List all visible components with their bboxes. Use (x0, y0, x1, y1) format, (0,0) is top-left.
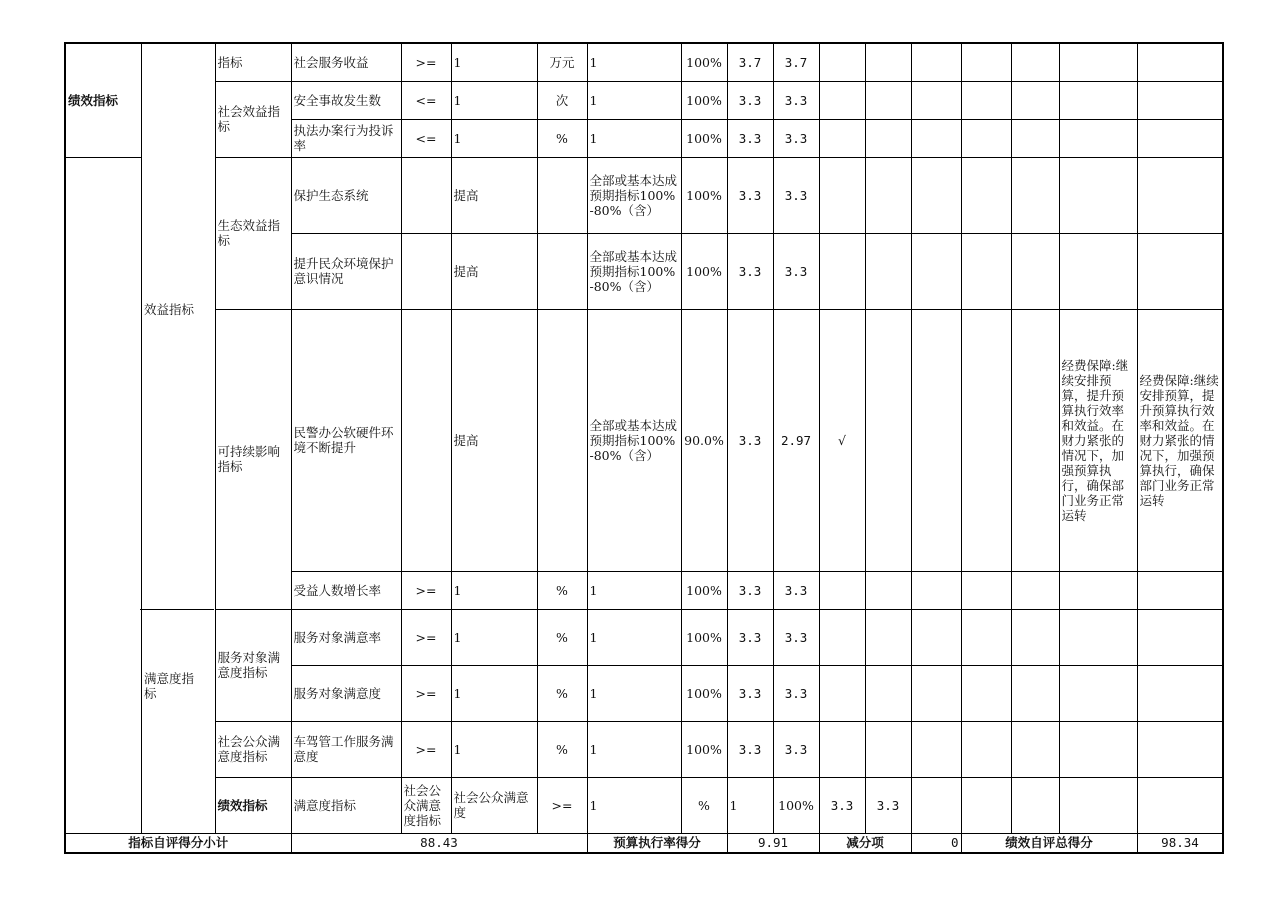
empty-cell (1137, 81, 1223, 119)
total-row (65, 833, 1223, 853)
target-value: 1 (451, 119, 537, 157)
deduction-value: 0 (911, 833, 961, 853)
empty-cell (911, 157, 961, 233)
score: 3.3 (773, 721, 819, 777)
empty-cell (1011, 777, 1059, 833)
weight: 3.3 (727, 157, 773, 233)
level2-label-placeholder (141, 43, 215, 833)
empty-cell (819, 233, 865, 309)
operator (401, 233, 451, 309)
budget-score-value: 9.91 (727, 833, 819, 853)
target-value: 1 (451, 81, 537, 119)
empty-cell (1011, 81, 1059, 119)
empty-cell (911, 119, 961, 157)
operator (401, 157, 451, 233)
target-value: 提高 (451, 309, 537, 571)
table-row (65, 309, 1223, 571)
empty-cell (1011, 309, 1059, 571)
operator: >= (401, 721, 451, 777)
performance-evaluation-table (64, 42, 1224, 854)
empty-cell (1137, 571, 1223, 609)
subtotal-label: 指标自评得分小计 (65, 833, 291, 853)
unit: % (537, 571, 587, 609)
completion-rate: 100% (681, 571, 727, 609)
table-row (65, 721, 1223, 777)
level3-label: 指标 (215, 43, 291, 81)
empty-cell (961, 571, 1011, 609)
level1-blank (65, 157, 141, 833)
empty-cell (819, 81, 865, 119)
empty-cell (1011, 665, 1059, 721)
empty-cell (819, 119, 865, 157)
empty-cell (865, 609, 911, 665)
actual-value: 全部或基本达成预期指标100%-80%（含） (587, 233, 681, 309)
empty-cell (865, 233, 911, 309)
empty-cell (819, 665, 865, 721)
subtotal-value: 88.43 (291, 833, 587, 853)
score: 2.97 (773, 309, 819, 571)
empty-cell (961, 81, 1011, 119)
level3-label: 社会公众满意度指标 (215, 721, 291, 777)
completion-rate: 100% (681, 665, 727, 721)
weight: 3.3 (727, 233, 773, 309)
empty-cell (1011, 119, 1059, 157)
table-row (65, 81, 1223, 119)
indicator-name: 车驾管工作服务满意度 (291, 721, 401, 777)
completion-rate: 100% (681, 81, 727, 119)
level3-label: 服务对象满意度指标 (215, 609, 291, 721)
indicator-name: 社会公众满意度 (451, 777, 537, 833)
indicator-name: 服务对象满意率 (291, 609, 401, 665)
empty-cell (865, 157, 911, 233)
empty-cell (819, 157, 865, 233)
unit: 万元 (537, 43, 587, 81)
actual-value: 1 (727, 777, 773, 833)
operator: <= (401, 119, 451, 157)
score: 3.3 (773, 81, 819, 119)
empty-cell (865, 81, 911, 119)
actual-value: 全部或基本达成预期指标100%-80%（含） (587, 157, 681, 233)
actual-value: 1 (587, 571, 681, 609)
empty-cell (1137, 233, 1223, 309)
level1-label: 绩效指标 (65, 43, 141, 157)
empty-cell (1137, 777, 1223, 833)
table-row (65, 777, 1223, 833)
empty-cell (961, 777, 1011, 833)
level3-label: 社会效益指标 (215, 81, 291, 157)
empty-cell (961, 233, 1011, 309)
empty-cell (1059, 119, 1137, 157)
empty-cell (911, 609, 961, 665)
completion-rate: 90.0% (681, 309, 727, 571)
empty-cell (961, 157, 1011, 233)
weight: 3.3 (727, 665, 773, 721)
deviation-check-mark: √ (819, 309, 865, 571)
operator: >= (401, 665, 451, 721)
level3-label: 可持续影响指标 (215, 309, 291, 609)
target-value: 1 (451, 609, 537, 665)
unit (537, 233, 587, 309)
target-value: 1 (451, 721, 537, 777)
level3-label: 生态效益指标 (215, 157, 291, 309)
indicator-name: 执法办案行为投诉率 (291, 119, 401, 157)
empty-cell (1059, 43, 1137, 81)
target-value: 1 (451, 665, 537, 721)
empty-cell (911, 233, 961, 309)
target-value: 1 (451, 43, 537, 81)
empty-cell (911, 777, 961, 833)
operator: >= (401, 571, 451, 609)
operator: >= (537, 777, 587, 833)
empty-cell (1059, 81, 1137, 119)
indicator-name: 社会服务收益 (291, 43, 401, 81)
empty-cell (961, 309, 1011, 571)
empty-cell (1011, 609, 1059, 665)
unit: % (681, 777, 727, 833)
weight: 3.3 (727, 721, 773, 777)
empty-cell (1059, 233, 1137, 309)
empty-cell (911, 571, 961, 609)
empty-cell (819, 609, 865, 665)
empty-cell (865, 119, 911, 157)
indicator-name: 民警办公软硬件环境不断提升 (291, 309, 401, 571)
indicator-name: 安全事故发生数 (291, 81, 401, 119)
target-value: 提高 (451, 157, 537, 233)
table-row (65, 157, 1223, 233)
score: 3.3 (773, 571, 819, 609)
deduction-label: 减分项 (819, 833, 911, 853)
empty-cell (911, 665, 961, 721)
total-score-label: 绩效自评总得分 (961, 833, 1137, 853)
performance-table-container (64, 42, 1224, 854)
table-row (65, 609, 1223, 665)
empty-cell (1011, 233, 1059, 309)
operator: >= (401, 609, 451, 665)
empty-cell (961, 119, 1011, 157)
level1-label: 绩效指标 (215, 777, 291, 833)
completion-rate: 100% (681, 721, 727, 777)
group-separator-line (140, 609, 214, 610)
actual-value: 1 (587, 81, 681, 119)
unit: % (537, 721, 587, 777)
empty-cell (911, 721, 961, 777)
actual-value: 1 (587, 609, 681, 665)
empty-cell (1059, 609, 1137, 665)
target-value: 提高 (451, 233, 537, 309)
operator: <= (401, 81, 451, 119)
empty-cell (819, 43, 865, 81)
empty-cell (819, 571, 865, 609)
target-value: 1 (587, 777, 681, 833)
empty-cell (1011, 43, 1059, 81)
completion-rate: 100% (681, 233, 727, 309)
budget-score-label: 预算执行率得分 (587, 833, 727, 853)
score: 3.3 (773, 119, 819, 157)
empty-cell (1137, 665, 1223, 721)
actual-value: 全部或基本达成预期指标100%-80%（含） (587, 309, 681, 571)
deviation-reason: 经费保障:继续安排预算，提升预算执行效率和效益。在财力紧张的情况下，加强预算执行，确保部门业务正常运转 (1059, 309, 1137, 571)
empty-cell (865, 665, 911, 721)
weight: 3.3 (819, 777, 865, 833)
unit: % (537, 665, 587, 721)
unit (537, 309, 587, 571)
empty-cell (1137, 609, 1223, 665)
weight: 3.3 (727, 309, 773, 571)
completion-rate: 100% (681, 43, 727, 81)
score: 3.7 (773, 43, 819, 81)
empty-cell (865, 43, 911, 81)
weight: 3.3 (727, 119, 773, 157)
level3-label: 社会公众满意度指标 (401, 777, 451, 833)
indicator-name: 服务对象满意度 (291, 665, 401, 721)
indicator-name: 受益人数增长率 (291, 571, 401, 609)
weight: 3.7 (727, 43, 773, 81)
indicator-name: 保护生态系统 (291, 157, 401, 233)
score: 3.3 (773, 233, 819, 309)
indicator-name: 提升民众环境保护意识情况 (291, 233, 401, 309)
empty-cell (1059, 665, 1137, 721)
empty-cell (1059, 777, 1137, 833)
completion-rate: 100% (681, 609, 727, 665)
empty-cell (961, 609, 1011, 665)
score: 3.3 (773, 665, 819, 721)
empty-cell (961, 721, 1011, 777)
unit: % (537, 609, 587, 665)
empty-cell (911, 43, 961, 81)
empty-cell (911, 309, 961, 571)
empty-cell (1011, 157, 1059, 233)
score: 3.3 (773, 609, 819, 665)
table-row (65, 43, 1223, 81)
unit: 次 (537, 81, 587, 119)
empty-cell (1011, 721, 1059, 777)
empty-cell (961, 665, 1011, 721)
empty-cell (1137, 721, 1223, 777)
empty-cell (1059, 157, 1137, 233)
empty-cell (1059, 721, 1137, 777)
operator (401, 309, 451, 571)
weight: 3.3 (727, 81, 773, 119)
satisfaction-indicator-label: 满意度指 标 (144, 671, 195, 701)
unit (537, 157, 587, 233)
improvement-measure: 经费保障:继续安排预算，提升预算执行效率和效益。在财力紧张的情况下，加强预算执行，确保部门业务正常运转 (1137, 309, 1223, 571)
empty-cell (961, 43, 1011, 81)
completion-rate: 100% (681, 157, 727, 233)
empty-cell (865, 571, 911, 609)
target-value: 1 (451, 571, 537, 609)
benefit-indicator-label: 效益指标 (144, 302, 195, 317)
empty-cell (819, 721, 865, 777)
empty-cell (911, 81, 961, 119)
score: 3.3 (865, 777, 911, 833)
level2-label: 满意度指标 (291, 777, 401, 833)
actual-value: 1 (587, 119, 681, 157)
score: 3.3 (773, 157, 819, 233)
total-score-value: 98.34 (1137, 833, 1223, 853)
empty-cell (865, 721, 911, 777)
completion-rate: 100% (681, 119, 727, 157)
actual-value: 1 (587, 721, 681, 777)
actual-value: 1 (587, 43, 681, 81)
empty-cell (1059, 571, 1137, 609)
empty-cell (1137, 157, 1223, 233)
actual-value: 1 (587, 665, 681, 721)
weight: 3.3 (727, 571, 773, 609)
empty-cell (1137, 119, 1223, 157)
completion-rate: 100% (773, 777, 819, 833)
empty-cell (865, 309, 911, 571)
unit: % (537, 119, 587, 157)
operator: >= (401, 43, 451, 81)
weight: 3.3 (727, 609, 773, 665)
empty-cell (1011, 571, 1059, 609)
empty-cell (1137, 43, 1223, 81)
